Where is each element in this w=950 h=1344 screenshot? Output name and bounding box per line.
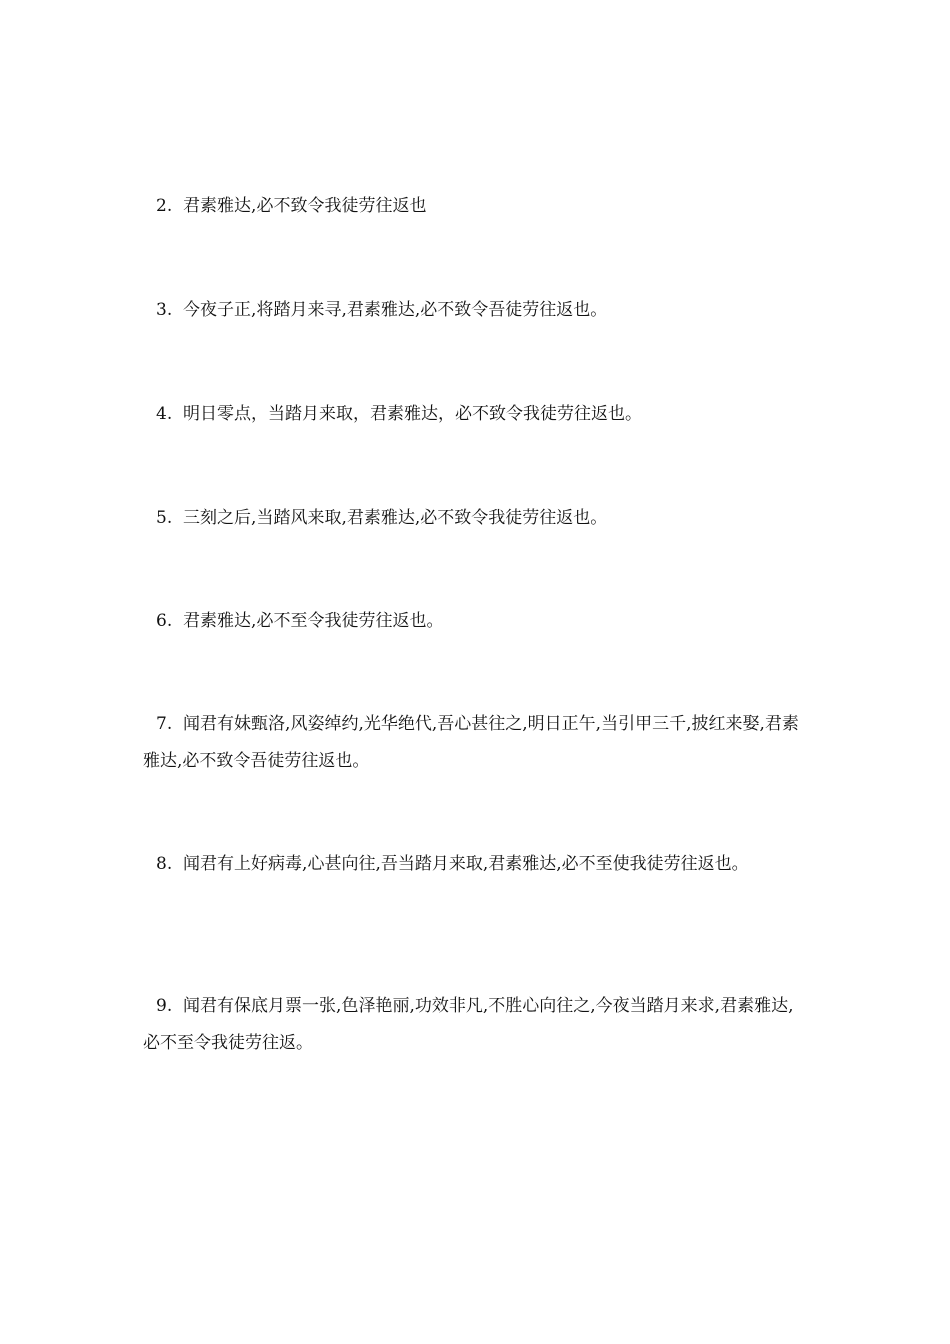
item-number: 8. [156, 854, 173, 874]
item-text: 三刻之后,当踏风来取,君素雅达,必不致令我徒劳往返也。 [183, 508, 608, 528]
item-text: 闻君有保底月票一张,色泽艳丽,功效非凡,不胜心向往之,今夜当踏月来求,君素雅达,必不至令我徒劳往返。 [143, 996, 794, 1053]
list-item [143, 706, 805, 780]
list-item [143, 396, 805, 433]
item-text: 君素雅达,必不致令我徒劳往返也 [183, 196, 427, 216]
item-number: 5. [156, 508, 173, 528]
item-number: 4. [156, 404, 173, 424]
item-number: 7. [156, 714, 173, 734]
item-text: 今夜子正,将踏月来寻,君素雅达,必不致令吾徒劳往返也。 [183, 300, 608, 320]
list-item [143, 292, 805, 329]
item-text: 闻君有妹甄洛,风姿绰约,光华绝代,吾心甚往之,明日正午,当引甲三千,披红来娶,君素雅达,必不致令吾徒劳往返也。 [143, 714, 799, 771]
list-item [143, 988, 805, 1062]
item-text: 君素雅达,必不至令我徒劳往返也。 [183, 611, 444, 631]
item-number: 2. [156, 196, 173, 216]
item-number: 6. [156, 611, 173, 631]
item-number: 3. [156, 300, 173, 320]
list-item [143, 188, 805, 225]
list-item [143, 603, 805, 640]
list-item [143, 846, 805, 883]
list-item [143, 500, 805, 537]
item-number: 9. [156, 996, 173, 1016]
item-text: 闻君有上好病毒,心甚向往,吾当踏月来取,君素雅达,必不至使我徒劳往返也。 [183, 854, 749, 874]
item-text: 明日零点，当踏月来取，君素雅达，必不致令我徒劳往返也。 [183, 404, 643, 424]
